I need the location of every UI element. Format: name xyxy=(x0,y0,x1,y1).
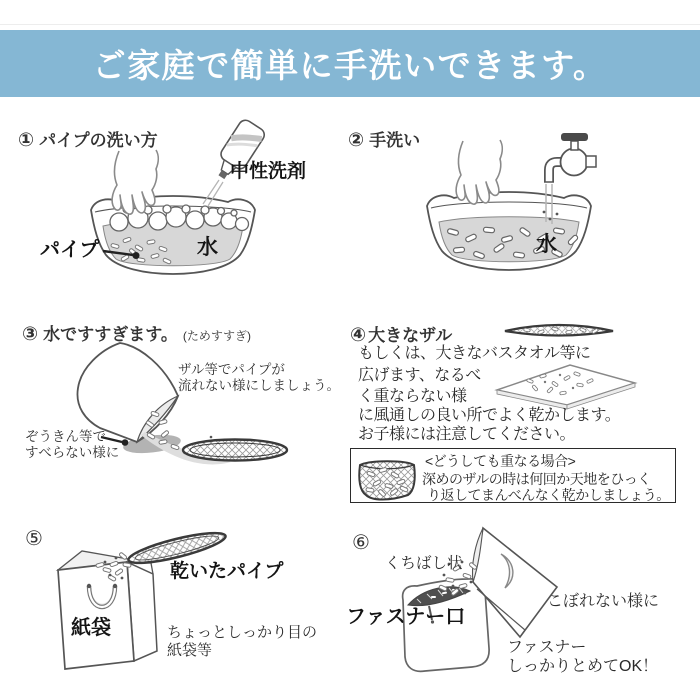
dry-pipe-label: 乾いたパイプ xyxy=(170,561,284,582)
page-title: ご家庭で簡単に手洗いできます。 xyxy=(92,47,608,84)
water-label-1: 水 xyxy=(197,236,218,259)
wash-basin-icon xyxy=(427,192,591,270)
divider-line xyxy=(0,24,700,25)
header-banner xyxy=(0,30,700,97)
hand-icon xyxy=(112,150,158,214)
step4-line5: に風通しの良い所でよく乾かします。 xyxy=(358,407,621,424)
step1-number: ① xyxy=(18,130,35,151)
deep-basket-icon xyxy=(359,461,415,499)
step1-title: ① パイプの洗い方 xyxy=(18,130,158,151)
sieve-icon xyxy=(183,440,287,461)
step4-number: ④ xyxy=(350,325,367,346)
note-title: <どうしても重なる場合> xyxy=(425,453,576,469)
step5-number: ⑤ xyxy=(25,528,43,550)
step6-number: ⑥ xyxy=(352,532,370,554)
pipe-label: パイプ xyxy=(40,239,100,261)
note-line2: り返してまんべんなく乾かしましょう。 xyxy=(427,487,670,503)
beak-label: くちばし状 xyxy=(385,555,463,572)
water-label-2: 水 xyxy=(536,233,557,256)
no-spill-label: こぼれない様に xyxy=(547,593,660,610)
hand-icon xyxy=(456,140,502,204)
note-line1: 深めのザルの時は何回か天地をひっく xyxy=(422,471,651,487)
step4-line6: お子様には注意してください。 xyxy=(358,426,576,443)
cloth-pointer-dot xyxy=(122,439,129,446)
faucet-icon xyxy=(544,133,596,182)
tilted-basin-icon xyxy=(77,343,178,442)
step4-line4: く重ならない様 xyxy=(358,388,467,405)
bag-note: ちょっとしっかり目の 紙袋等 xyxy=(167,624,318,659)
detergent-label: 中性洗剤 xyxy=(230,161,307,182)
step3-title: ③ 水ですすぎます。 (ためすすぎ) xyxy=(22,324,252,345)
step3-title-note: (ためすすぎ) xyxy=(182,329,252,343)
step4-title: ④ 大きなザル xyxy=(350,325,453,346)
pipe-pointer-dot xyxy=(133,252,140,259)
sieve-note: ザル等でパイプが 流れない様にしましょう。 xyxy=(178,362,340,393)
step4-line3: 広げます、なるべ xyxy=(358,367,481,384)
step3-number: ③ xyxy=(22,324,39,345)
towel-board-icon xyxy=(497,365,635,409)
step4-line2: もしくは、大きなバスタオル等に xyxy=(358,345,591,362)
cloth-note: ぞうきん等で すべらない様に xyxy=(25,429,120,460)
zipper-mouth-label: ファスナー口 xyxy=(346,606,466,628)
flat-sieve-icon xyxy=(505,325,613,336)
fastener-note: ファスナー しっかりとめてOK！ xyxy=(507,639,659,675)
paper-bag-fill-illustration xyxy=(15,520,345,700)
paper-bag-label: 紙袋 xyxy=(71,617,111,639)
step2-number: ② xyxy=(348,130,365,151)
step2-title: ② 手洗い xyxy=(348,130,421,151)
